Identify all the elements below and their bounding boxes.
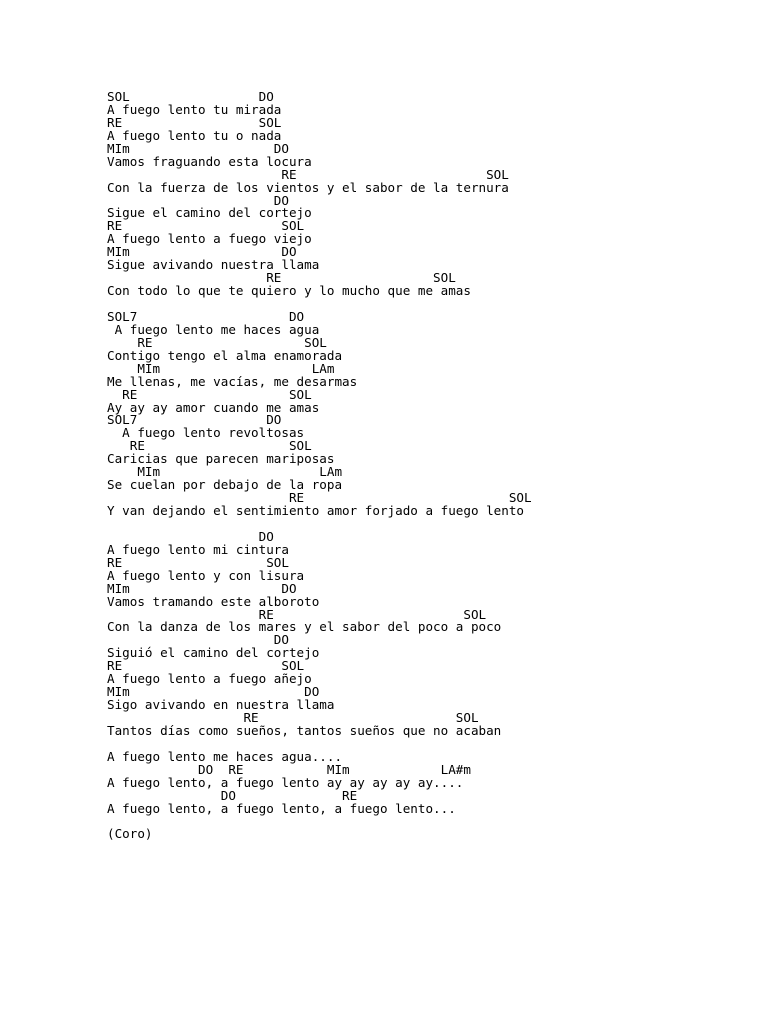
lyric-line: A fuego lento a fuego añejo xyxy=(107,671,312,687)
lyric-line: A fuego lento, a fuego lento, a fuego lento... xyxy=(107,800,456,816)
chord-line: MIm DO xyxy=(107,580,297,596)
lyric-line: Y van dejando el sentimiento amor forjado a fuego lento xyxy=(107,503,525,518)
lyric-line: A fuego lento revoltosas xyxy=(107,425,305,441)
chord-line: DO xyxy=(107,528,274,544)
chord-line: MIm DO xyxy=(107,140,289,156)
chord-line: MIm LAm xyxy=(107,464,343,480)
lyric-line: Siguió el camino del cortejo xyxy=(107,645,320,661)
chord-line: RE SOL xyxy=(107,438,312,454)
lyric-line: Sigue el camino del cortejo xyxy=(107,205,312,221)
chord-line: MIm LAm xyxy=(107,360,335,376)
chord-line: DO xyxy=(107,632,289,648)
lyric-line: A fuego lento mi cintura xyxy=(107,541,289,557)
lyric-line: A fuego lento a fuego viejo xyxy=(107,231,312,247)
chorus-label: (Coro) xyxy=(107,826,153,842)
lyric-line: Contigo tengo el alma enamorada xyxy=(107,347,343,363)
chord-line: DO xyxy=(107,192,289,208)
lyric-line: Con todo lo que te quiero y lo mucho que me amas xyxy=(107,283,471,299)
lyric-line: Vamos tramando este alboroto xyxy=(107,593,320,609)
chord-line: RE SOL xyxy=(107,114,282,130)
lyric-line: A fuego lento, a fuego lento ay ay ay ay ay.... xyxy=(107,774,464,790)
chord-line: SOL7 DO xyxy=(107,308,305,324)
lyric-line: Con la fuerza de los vientos y el sabor de la ternura xyxy=(107,179,509,195)
blank-line xyxy=(107,816,532,829)
lyric-line: A fuego lento tu mirada xyxy=(107,101,282,117)
chord-line: RE SOL xyxy=(107,710,479,725)
chord-line: DO RE xyxy=(107,787,358,803)
lyric-line: Me llenas, me vacías, me desarmas xyxy=(107,373,358,389)
chord-line: SOL DO xyxy=(107,89,274,104)
chord-line: DO RE MIm LA#m xyxy=(107,761,471,777)
lyric-line: Sigue avivando nuestra llama xyxy=(107,257,320,273)
lyrics-chords-sheet xyxy=(107,91,532,841)
chord-line: RE SOL xyxy=(107,166,509,182)
lyric-line: Vamos fraguando esta locura xyxy=(107,153,312,169)
chord-line: SOL7 DO xyxy=(107,412,282,428)
lyric-line: A fuego lento me haces agua xyxy=(107,321,320,337)
lyric-line: A fuego lento me haces agua.... xyxy=(107,748,343,764)
chord-line: RE SOL xyxy=(107,218,305,234)
chord-line: RE SOL xyxy=(107,270,456,286)
lyric-line: Sigo avivando en nuestra llama xyxy=(107,697,335,713)
lyric-line: Ay ay ay amor cuando me amas xyxy=(107,399,320,415)
chord-line: RE SOL xyxy=(107,658,305,674)
chord-line: RE SOL xyxy=(107,554,289,570)
lyric-line: Con la danza de los mares y el sabor del poco a poco xyxy=(107,619,502,635)
lyric-line: A fuego lento y con lisura xyxy=(107,567,305,583)
chord-line: MIm DO xyxy=(107,244,297,260)
chord-line: RE SOL xyxy=(107,386,312,402)
lyric-line: Caricias que parecen mariposas xyxy=(107,451,335,467)
lyric-line: Tantos días como sueños, tantos sueños que no acaban xyxy=(107,722,502,738)
chord-line: RE SOL xyxy=(107,606,487,622)
chord-line: RE SOL xyxy=(107,334,327,350)
chord-line: MIm DO xyxy=(107,684,320,700)
chord-line: RE SOL xyxy=(107,490,532,506)
lyric-line: A fuego lento tu o nada xyxy=(107,127,282,143)
lyric-line: Se cuelan por debajo de la ropa xyxy=(107,477,343,493)
